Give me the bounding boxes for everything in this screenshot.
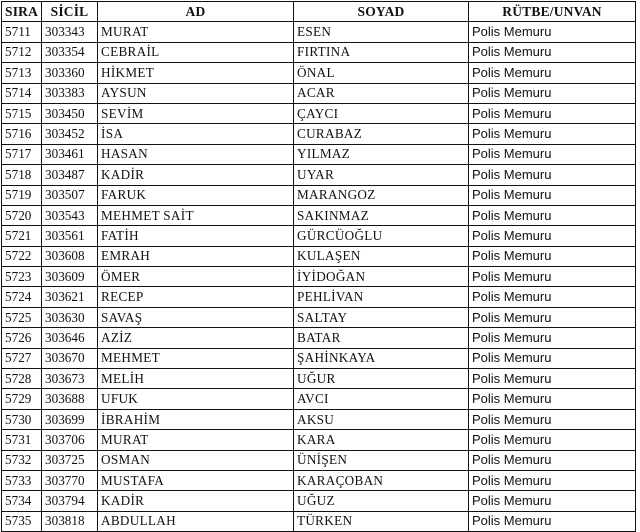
cell-rutbe: Polis Memuru: [469, 307, 636, 327]
cell-sicil: 303608: [42, 246, 98, 266]
cell-rutbe: Polis Memuru: [469, 124, 636, 144]
cell-ad: FARUK: [98, 185, 294, 205]
cell-sicil: 303621: [42, 287, 98, 307]
cell-ad: AYSUN: [98, 83, 294, 103]
cell-soyad: ÖNAL: [294, 63, 469, 83]
cell-soyad: ÜNİŞEN: [294, 450, 469, 470]
cell-ad: KADİR: [98, 165, 294, 185]
cell-rutbe: Polis Memuru: [469, 267, 636, 287]
cell-sira: 5716: [2, 124, 42, 144]
cell-soyad: UĞUZ: [294, 491, 469, 511]
cell-soyad: İYİDOĞAN: [294, 267, 469, 287]
cell-rutbe: Polis Memuru: [469, 22, 636, 42]
cell-sira: 5727: [2, 348, 42, 368]
cell-ad: MURAT: [98, 22, 294, 42]
cell-sira: 5714: [2, 83, 42, 103]
cell-rutbe: Polis Memuru: [469, 389, 636, 409]
cell-rutbe: Polis Memuru: [469, 42, 636, 62]
cell-soyad: MARANGOZ: [294, 185, 469, 205]
cell-ad: İBRAHİM: [98, 409, 294, 429]
cell-sira: 5711: [2, 22, 42, 42]
cell-sira: 5715: [2, 103, 42, 123]
cell-sicil: 303354: [42, 42, 98, 62]
table-row: [2, 124, 636, 144]
cell-sicil: 303543: [42, 205, 98, 225]
cell-soyad: SALTAY: [294, 307, 469, 327]
cell-sicil: 303450: [42, 103, 98, 123]
cell-ad: İSA: [98, 124, 294, 144]
cell-soyad: ACAR: [294, 83, 469, 103]
cell-sicil: 303699: [42, 409, 98, 429]
cell-rutbe: Polis Memuru: [469, 144, 636, 164]
cell-ad: OSMAN: [98, 450, 294, 470]
cell-sicil: 303461: [42, 144, 98, 164]
table-row: [2, 144, 636, 164]
cell-soyad: PEHLİVAN: [294, 287, 469, 307]
cell-ad: AZİZ: [98, 328, 294, 348]
header-sicil: SİCİL: [42, 2, 98, 22]
header-soyad: SOYAD: [294, 2, 469, 22]
personnel-table: [1, 1, 636, 532]
cell-rutbe: Polis Memuru: [469, 511, 636, 531]
cell-ad: ÖMER: [98, 267, 294, 287]
cell-soyad: ÇAYCI: [294, 103, 469, 123]
cell-sicil: 303725: [42, 450, 98, 470]
table-row: [2, 389, 636, 409]
cell-soyad: CURABAZ: [294, 124, 469, 144]
cell-rutbe: Polis Memuru: [469, 63, 636, 83]
table-row: [2, 205, 636, 225]
cell-soyad: TÜRKEN: [294, 511, 469, 531]
cell-sicil: 303507: [42, 185, 98, 205]
table-row: [2, 42, 636, 62]
table-row: [2, 165, 636, 185]
cell-sira: 5728: [2, 369, 42, 389]
cell-sicil: 303383: [42, 83, 98, 103]
cell-sicil: 303360: [42, 63, 98, 83]
header-ad: AD: [98, 2, 294, 22]
cell-sira: 5733: [2, 470, 42, 490]
cell-sira: 5730: [2, 409, 42, 429]
cell-ad: SAVAŞ: [98, 307, 294, 327]
header-sira: SIRA: [2, 2, 42, 22]
cell-rutbe: Polis Memuru: [469, 328, 636, 348]
cell-sira: 5726: [2, 328, 42, 348]
table-row: [2, 491, 636, 511]
table-header-row: [2, 2, 636, 22]
cell-ad: MELİH: [98, 369, 294, 389]
cell-sicil: 303343: [42, 22, 98, 42]
cell-sicil: 303818: [42, 511, 98, 531]
cell-ad: MEHMET SAİT: [98, 205, 294, 225]
cell-sicil: 303670: [42, 348, 98, 368]
table-row: [2, 307, 636, 327]
cell-ad: FATİH: [98, 226, 294, 246]
cell-rutbe: Polis Memuru: [469, 226, 636, 246]
cell-sicil: 303673: [42, 369, 98, 389]
cell-soyad: AVCI: [294, 389, 469, 409]
cell-rutbe: Polis Memuru: [469, 348, 636, 368]
table-row: [2, 287, 636, 307]
cell-sira: 5721: [2, 226, 42, 246]
cell-rutbe: Polis Memuru: [469, 430, 636, 450]
cell-sicil: 303609: [42, 267, 98, 287]
cell-sira: 5732: [2, 450, 42, 470]
cell-soyad: FIRTINA: [294, 42, 469, 62]
table-row: [2, 430, 636, 450]
table-row: [2, 83, 636, 103]
cell-rutbe: Polis Memuru: [469, 491, 636, 511]
cell-soyad: KULAŞEN: [294, 246, 469, 266]
table-row: [2, 267, 636, 287]
cell-soyad: ESEN: [294, 22, 469, 42]
cell-soyad: ŞAHİNKAYA: [294, 348, 469, 368]
cell-rutbe: Polis Memuru: [469, 369, 636, 389]
cell-soyad: GÜRCÜOĞLU: [294, 226, 469, 246]
cell-soyad: UYAR: [294, 165, 469, 185]
cell-ad: SEVİM: [98, 103, 294, 123]
cell-rutbe: Polis Memuru: [469, 103, 636, 123]
cell-sicil: 303646: [42, 328, 98, 348]
cell-rutbe: Polis Memuru: [469, 470, 636, 490]
header-rutbe: RÜTBE/UNVAN: [469, 2, 636, 22]
table-row: [2, 348, 636, 368]
cell-sira: 5735: [2, 511, 42, 531]
cell-sira: 5713: [2, 63, 42, 83]
cell-ad: UFUK: [98, 389, 294, 409]
cell-rutbe: Polis Memuru: [469, 450, 636, 470]
cell-sira: 5719: [2, 185, 42, 205]
cell-sicil: 303688: [42, 389, 98, 409]
cell-sira: 5720: [2, 205, 42, 225]
cell-ad: RECEP: [98, 287, 294, 307]
cell-sira: 5734: [2, 491, 42, 511]
table-row: [2, 511, 636, 531]
cell-rutbe: Polis Memuru: [469, 409, 636, 429]
cell-ad: CEBRAİL: [98, 42, 294, 62]
cell-rutbe: Polis Memuru: [469, 246, 636, 266]
table-row: [2, 226, 636, 246]
table-row: [2, 470, 636, 490]
cell-sira: 5712: [2, 42, 42, 62]
cell-sira: 5717: [2, 144, 42, 164]
cell-soyad: AKSU: [294, 409, 469, 429]
cell-sicil: 303452: [42, 124, 98, 144]
table-row: [2, 369, 636, 389]
table-row: [2, 103, 636, 123]
table-row: [2, 63, 636, 83]
table-row: [2, 409, 636, 429]
cell-ad: ABDULLAH: [98, 511, 294, 531]
cell-sicil: 303487: [42, 165, 98, 185]
cell-sira: 5725: [2, 307, 42, 327]
cell-soyad: SAKINMAZ: [294, 205, 469, 225]
table-row: [2, 328, 636, 348]
cell-ad: MEHMET: [98, 348, 294, 368]
cell-ad: MURAT: [98, 430, 294, 450]
cell-ad: MUSTAFA: [98, 470, 294, 490]
cell-soyad: KARAÇOBAN: [294, 470, 469, 490]
cell-sira: 5729: [2, 389, 42, 409]
cell-sicil: 303794: [42, 491, 98, 511]
cell-rutbe: Polis Memuru: [469, 165, 636, 185]
cell-ad: HİKMET: [98, 63, 294, 83]
cell-sira: 5722: [2, 246, 42, 266]
table-row: [2, 450, 636, 470]
table-row: [2, 22, 636, 42]
cell-ad: EMRAH: [98, 246, 294, 266]
cell-sira: 5718: [2, 165, 42, 185]
table-row: [2, 246, 636, 266]
cell-rutbe: Polis Memuru: [469, 205, 636, 225]
cell-sira: 5724: [2, 287, 42, 307]
cell-soyad: YILMAZ: [294, 144, 469, 164]
cell-sicil: 303630: [42, 307, 98, 327]
cell-ad: HASAN: [98, 144, 294, 164]
cell-sira: 5731: [2, 430, 42, 450]
cell-sicil: 303561: [42, 226, 98, 246]
cell-rutbe: Polis Memuru: [469, 287, 636, 307]
cell-sicil: 303770: [42, 470, 98, 490]
cell-sicil: 303706: [42, 430, 98, 450]
cell-soyad: KARA: [294, 430, 469, 450]
cell-rutbe: Polis Memuru: [469, 83, 636, 103]
cell-soyad: UĞUR: [294, 369, 469, 389]
cell-ad: KADİR: [98, 491, 294, 511]
cell-soyad: BATAR: [294, 328, 469, 348]
cell-sira: 5723: [2, 267, 42, 287]
table-row: [2, 185, 636, 205]
cell-rutbe: Polis Memuru: [469, 185, 636, 205]
